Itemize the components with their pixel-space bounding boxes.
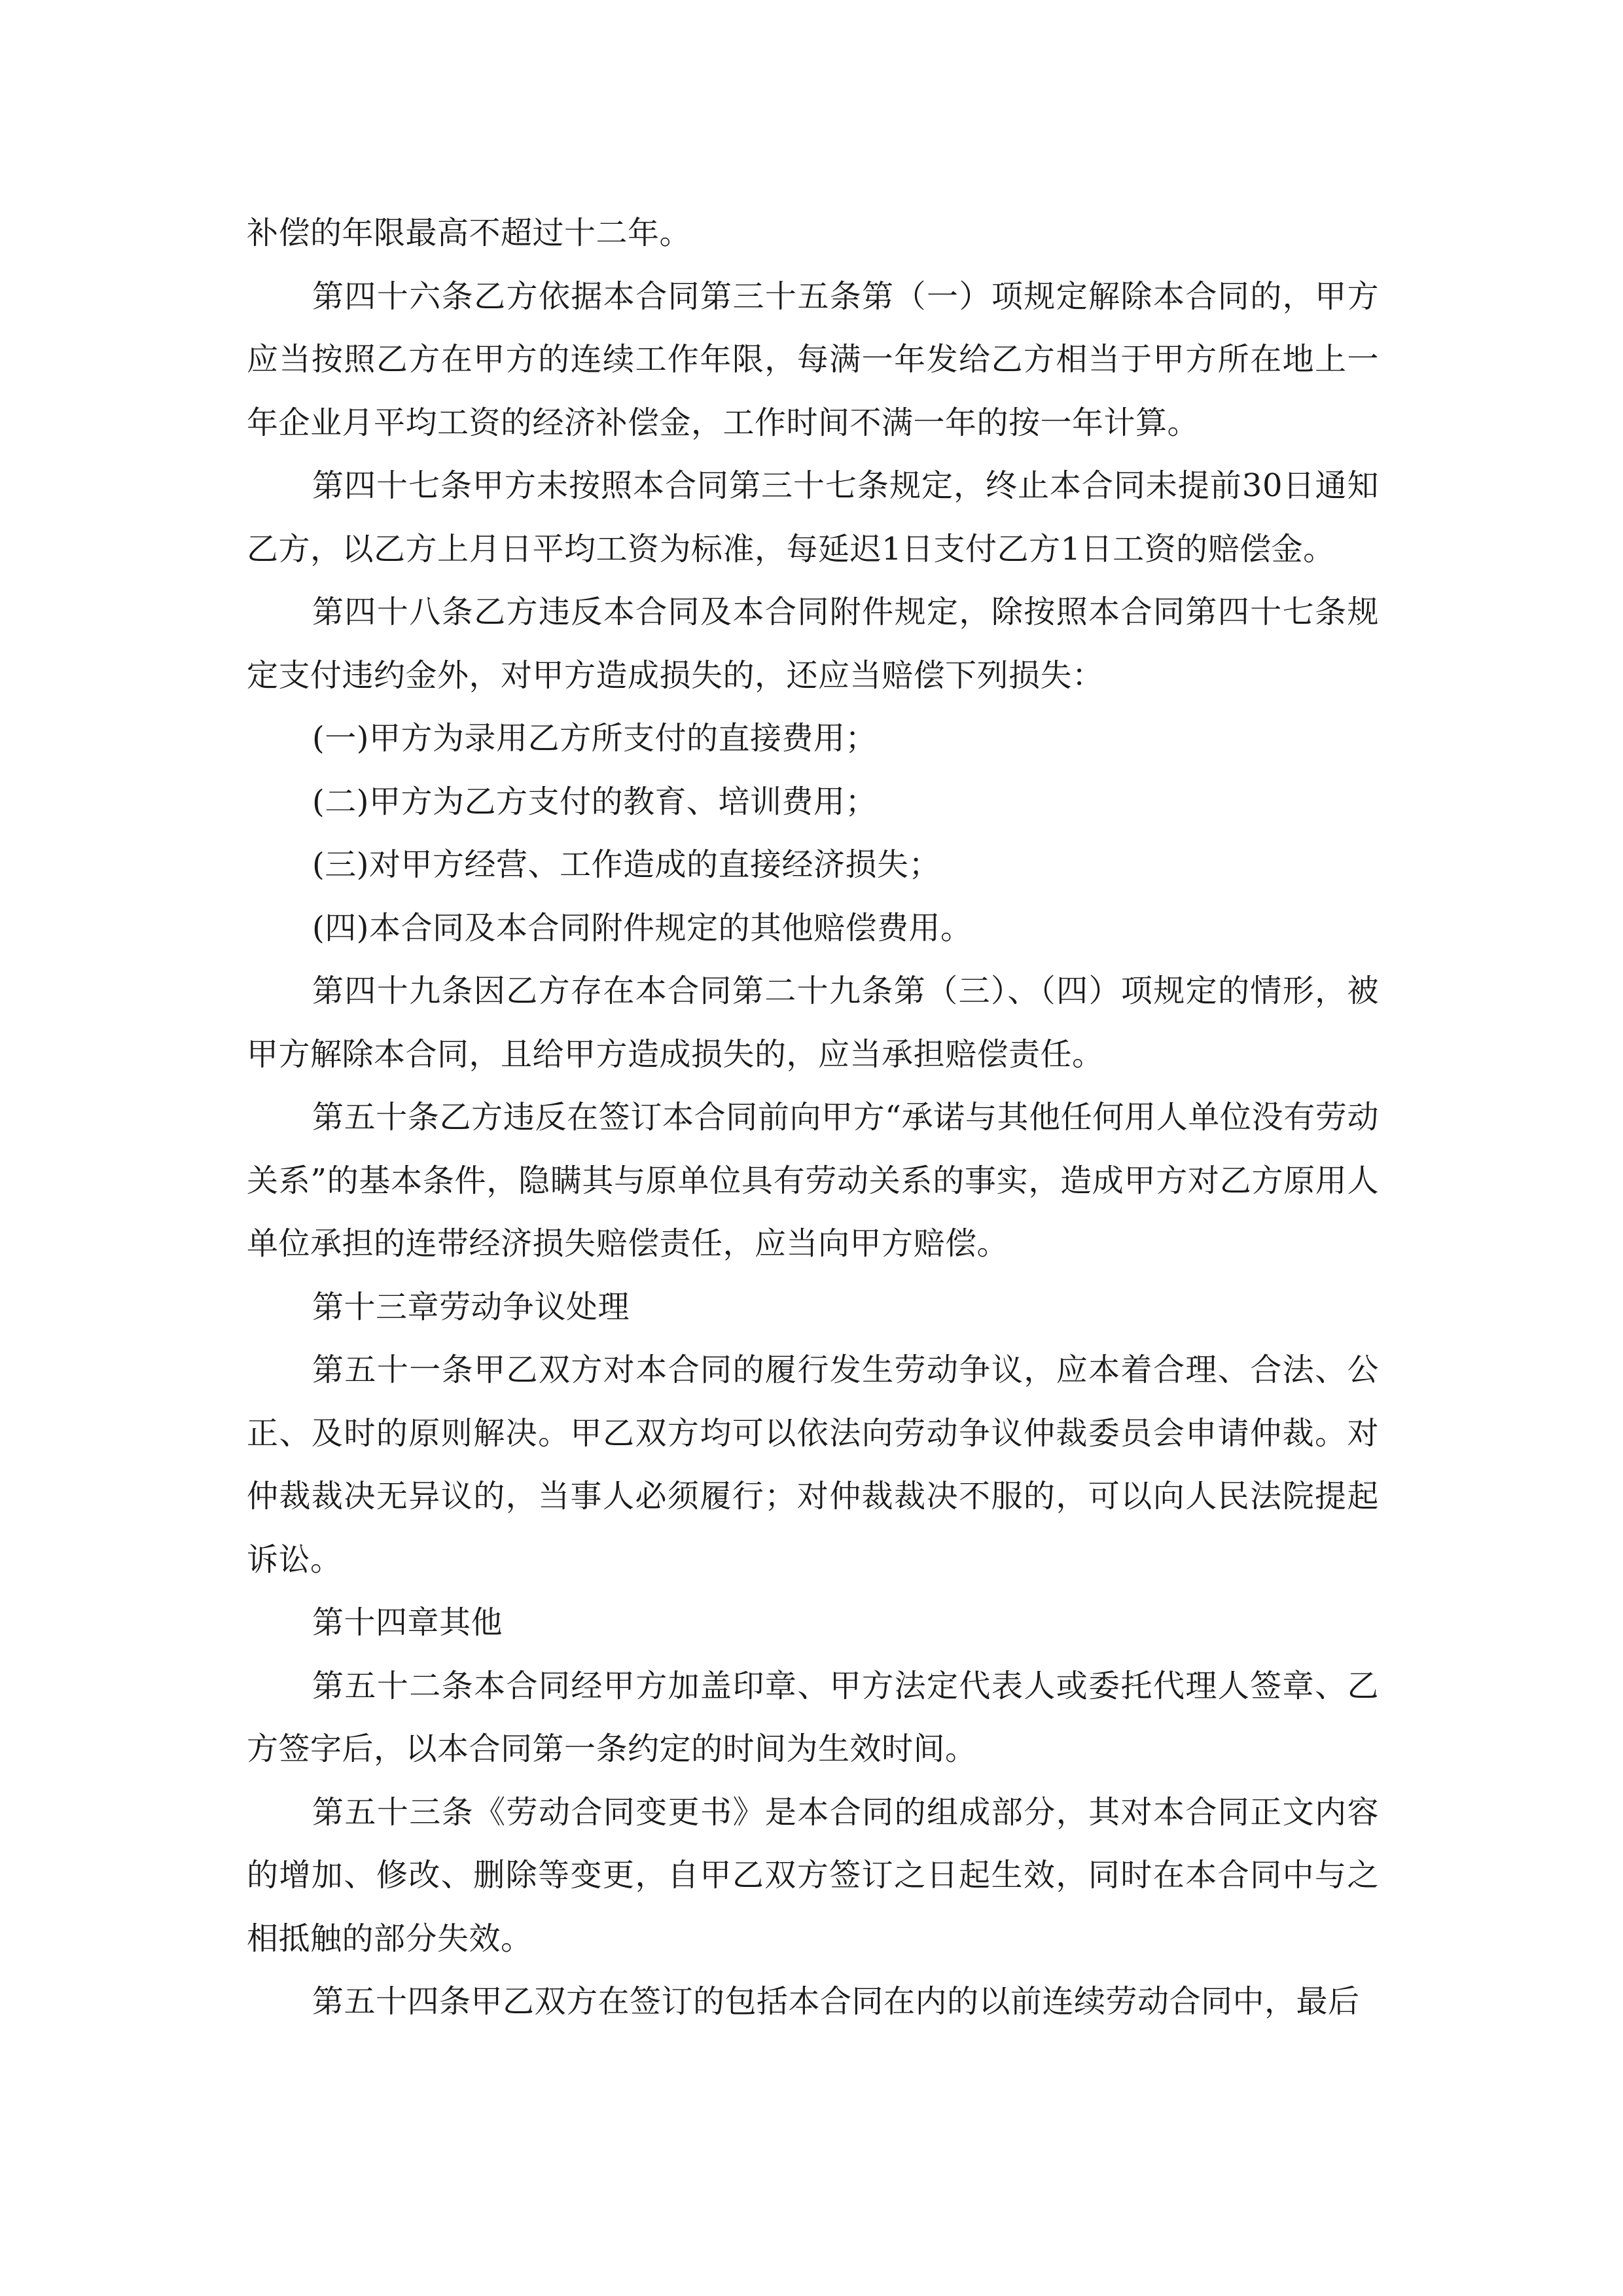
list-item-1: (一)甲方为录用乙方所支付的直接费用； (312, 720, 877, 757)
paragraph-article-52: 第五十二条本合同经甲方加盖印章、甲方法定代表人或委托代理人签章、乙方签字后，以本合同第一条约定的时间为生效时间。 (247, 1667, 1379, 1767)
chapter-14-heading: 第十四章其他 (312, 1604, 503, 1641)
list-item-2: (二)甲方为乙方支付的教育、培训费用； (312, 783, 877, 820)
list-item-4: (四)本合同及本合同附件规定的其他赔偿费用。 (312, 909, 972, 946)
paragraph-article-51: 第五十一条甲乙双方对本合同的履行发生劳动争议，应本着合理、合法、公正、及时的原则解决。甲乙双方均可以依法向劳动争议仲裁委员会申请仲裁。对仲裁裁决无异议的，当事人必须履行；对仲裁裁决不服的，可以向人民法院提起诉讼。 (247, 1352, 1379, 1578)
chapter-13-heading: 第十三章劳动争议处理 (312, 1288, 630, 1325)
paragraph-article-50: 第五十条乙方违反在签订本合同前向甲方“承诺与其他任何用人单位没有劳动关系”的基本条件，隐瞒其与原单位具有劳动关系的事实，造成甲方对乙方原用人单位承担的连带经济损失赔偿责任，应当向甲方赔偿。 (247, 1099, 1379, 1262)
paragraph-article-47: 第四十七条甲方未按照本合同第三十七条规定，终止本合同未提前30日通知乙方，以乙方上月日平均工资为标准，每延迟1日支付乙方1日工资的赔偿金。 (247, 467, 1379, 567)
document-page (247, 202, 1379, 2034)
paragraph-compensation-limit: 补偿的年限最高不超过十二年。 (247, 215, 692, 251)
paragraph-article-49: 第四十九条因乙方存在本合同第二十九条第（三）、（四）项规定的情形，被甲方解除本合同，且给甲方造成损失的，应当承担赔偿责任。 (247, 973, 1379, 1073)
paragraph-article-53: 第五十三条《劳动合同变更书》是本合同的组成部分，其对本合同正文内容的增加、修改、删除等变更，自甲乙双方签订之日起生效，同时在本合同中与之相抵触的部分失效。 (247, 1793, 1379, 1957)
paragraph-article-54: 第五十四条甲乙双方在签订的包括本合同在内的以前连续劳动合同中，最后 (312, 1983, 1360, 2020)
paragraph-article-48: 第四十八条乙方违反本合同及本合同附件规定，除按照本合同第四十七条规定支付违约金外，对甲方造成损失的，还应当赔偿下列损失： (247, 594, 1379, 694)
paragraph-article-46: 第四十六条乙方依据本合同第三十五条第（一）项规定解除本合同的，甲方应当按照乙方在甲方的连续工作年限，每满一年发给乙方相当于甲方所在地上一年企业月平均工资的经济补偿金，工作时间不满一年的按一年计算。 (247, 278, 1379, 441)
list-item-3: (三)对甲方经营、工作造成的直接经济损失； (312, 846, 940, 883)
